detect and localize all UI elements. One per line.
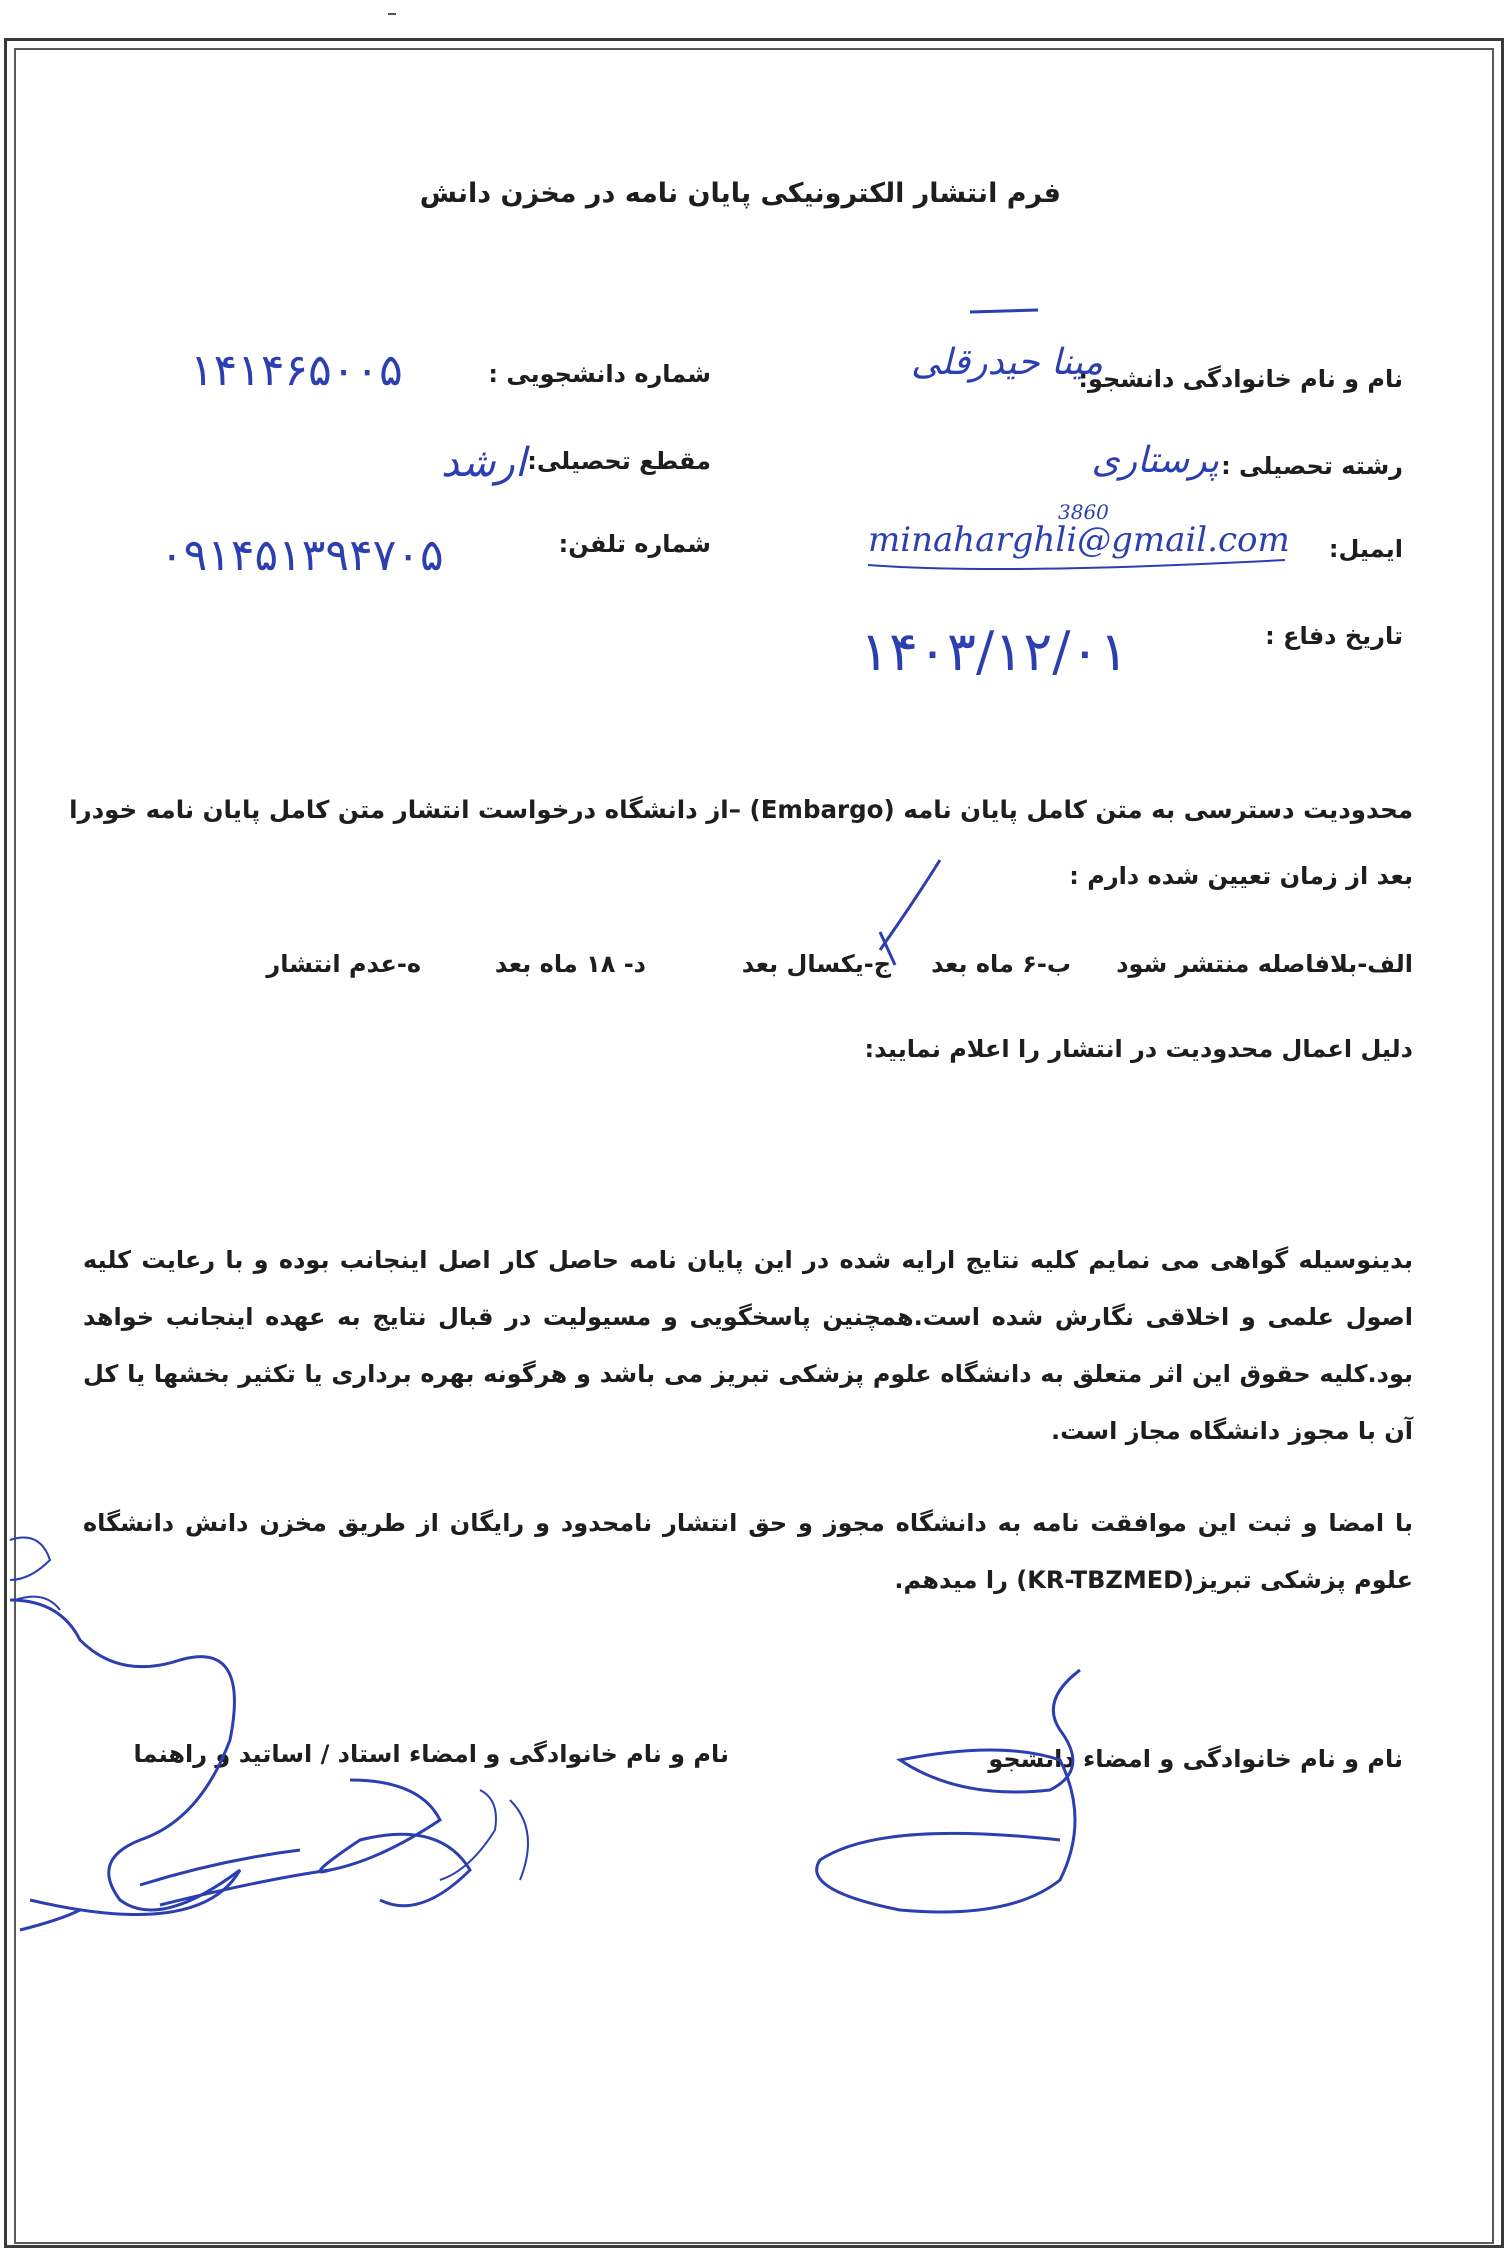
- supervisor-signature-label: نام و نام خانوادگی و امضاء استاد / اساتید و راهنما: [133, 1740, 729, 1768]
- student-name-label: نام و نام خانوادگی دانشجو:: [1078, 365, 1403, 393]
- defense-date-value: ۱۴۰۳/۱۲/۰۱: [860, 620, 1129, 683]
- consent-text: با امضا و ثبت این موافقت نامه به دانشگاه مجوز و حق انتشار نامحدود و رایگان از طریق مخزن دانش دانشگاه علوم پزشکی تبریز(KR-TBZMED) را میدهم.: [83, 1509, 1413, 1594]
- degree-label: مقطع تحصیلی:: [527, 447, 711, 475]
- student-name-value: مینا حیدرقلی: [911, 342, 1103, 383]
- student-signature-label: نام و نام خانوادگی و امضاء دانشجو: [988, 1745, 1403, 1773]
- embargo-option-d: د- ۱۸ ماه بعد: [494, 950, 646, 978]
- student-number-label: شماره دانشجویی :: [488, 360, 711, 388]
- embargo-text-line2: بعد از زمان تعیین شده دارم :: [1069, 862, 1413, 890]
- embargo-text-line1: محدودیت دسترسی به متن کامل پایان نامه (Embargo) –از دانشگاه درخواست انتشار متن کامل پایان نامه خودرا: [69, 795, 1413, 824]
- declaration-text: بدینوسیله گواهی می نمایم کلیه نتایج ارایه شده در این پایان نامه حاصل کار اصل اینجانب بوده و با رعایت کلیه اصول علمی و اخلاقی نگارش شده است.همچنین پاسخگویی و مسیولیت در قبال نتایج به عهده اینجانب خواهد بود.کلیه حقوق این اثر متعلق به دانشگاه علوم پزشکی تبریز می باشد و هرگونه بهره برداری یا تکثیر بخشها یا کل آن با مجوز دانشگاه مجاز است.: [83, 1246, 1413, 1445]
- major-value: پرستاری: [1091, 440, 1219, 481]
- phone-value: ۰۹۱۴۵۱۳۹۴۷۰۵: [160, 530, 444, 581]
- embargo-option-a: الف-بلافاصله منتشر شود: [1116, 950, 1413, 978]
- embargo-option-c: ج-یکسال بعد: [741, 950, 891, 978]
- email-note: 3860: [1058, 500, 1109, 524]
- phone-label: شماره تلفن:: [558, 530, 711, 558]
- email-value: minaharghli@gmail.com: [868, 520, 1290, 560]
- student-number-value: ۱۴۱۴۶۵۰۰۵: [190, 345, 403, 396]
- embargo-option-e: ه-عدم انتشار: [266, 950, 421, 978]
- defense-date-label: تاریخ دفاع :: [1265, 622, 1403, 650]
- embargo-reason-label: دلیل اعمال محدودیت در انتشار را اعلام نمایید:: [864, 1035, 1413, 1063]
- major-label: رشته تحصیلی :: [1221, 452, 1403, 480]
- email-label: ایمیل:: [1328, 535, 1403, 563]
- embargo-option-b: ب-۶ ماه بعد: [931, 950, 1071, 978]
- degree-value: ارشد: [441, 440, 526, 486]
- form-title: فرم انتشار الکترونیکی پایان نامه در مخزن دانش: [419, 178, 1061, 209]
